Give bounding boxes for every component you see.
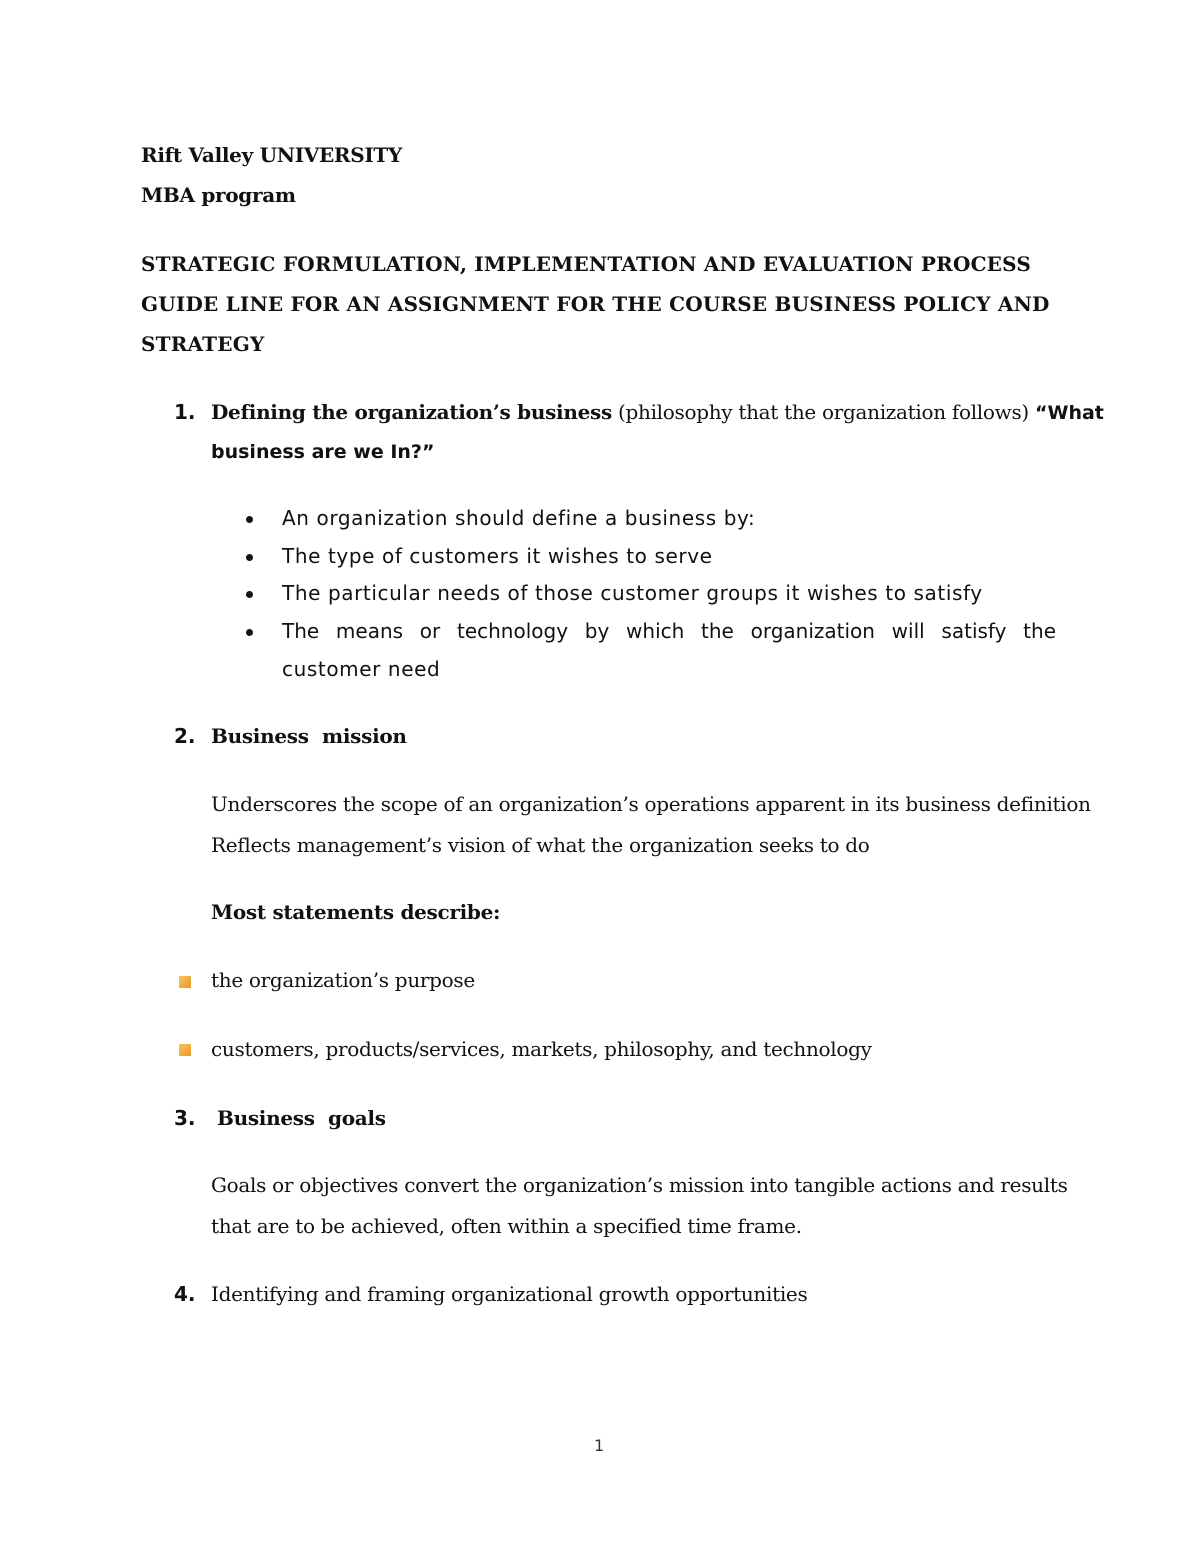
title-line-3: STRATEGY: [141, 332, 265, 356]
section-1-question-part1: “What: [1035, 402, 1104, 424]
section-1-bullet-4: The means or technology by which the organization will satisfy the: [282, 619, 1056, 643]
square-bullet-icon: [179, 976, 191, 988]
section-3-line-2: that are to be achieved, often within a specified time frame.: [211, 1214, 802, 1238]
section-1-bullet-3: The particular needs of those customer groups it wishes to satisfy: [282, 581, 983, 605]
section-1-bullet-4-cont: customer need: [282, 657, 441, 681]
section-1-number: 1.: [174, 400, 196, 424]
section-4-number: 4.: [174, 1282, 196, 1306]
section-3-heading: Business goals: [217, 1106, 386, 1130]
bullet-dot-2: [246, 554, 253, 561]
section-2-line-1: Underscores the scope of an organization’s operations apparent in its business definition: [211, 792, 1091, 816]
bullet-dot-4: [246, 629, 253, 636]
section-2-bullet-1: the organization’s purpose: [211, 968, 475, 992]
section-1-bullet-2: The type of customers it wishes to serve: [282, 544, 713, 568]
program-name: MBA program: [141, 183, 296, 207]
section-1-bullet-1: An organization should define a business by:: [282, 506, 756, 530]
section-4-text: Identifying and framing organizational growth opportunities: [211, 1282, 808, 1306]
page-number: 1: [594, 1436, 605, 1455]
bullet-dot-3: [246, 591, 253, 598]
section-2-heading: Business mission: [211, 724, 407, 748]
square-bullet-icon: [179, 1044, 191, 1056]
section-2-number: 2.: [174, 724, 196, 748]
section-2-subheading: Most statements describe:: [211, 900, 501, 924]
section-1-heading-bold: Defining the organization’s business: [211, 400, 612, 424]
section-1-heading-normal: (philosophy that the organization follows): [611, 400, 1035, 424]
section-1-heading: [211, 400, 1104, 424]
section-1-question-part2: business are we In?”: [211, 441, 435, 463]
bullet-dot-1: [246, 516, 253, 523]
section-2-line-2: Reflects management’s vision of what the organization seeks to do: [211, 833, 870, 857]
section-3-number: 3.: [174, 1106, 196, 1130]
section-3-line-1: Goals or objectives convert the organization’s mission into tangible actions and results: [211, 1173, 1068, 1197]
title-line-1: STRATEGIC FORMULATION, IMPLEMENTATION AND EVALUATION PROCESS: [141, 252, 1031, 276]
section-2-bullet-2: customers, products/services, markets, philosophy, and technology: [211, 1037, 872, 1061]
title-line-2: GUIDE LINE FOR AN ASSIGNMENT FOR THE COURSE BUSINESS POLICY AND: [141, 292, 1050, 316]
university-name: Rift Valley UNIVERSITY: [141, 143, 402, 167]
